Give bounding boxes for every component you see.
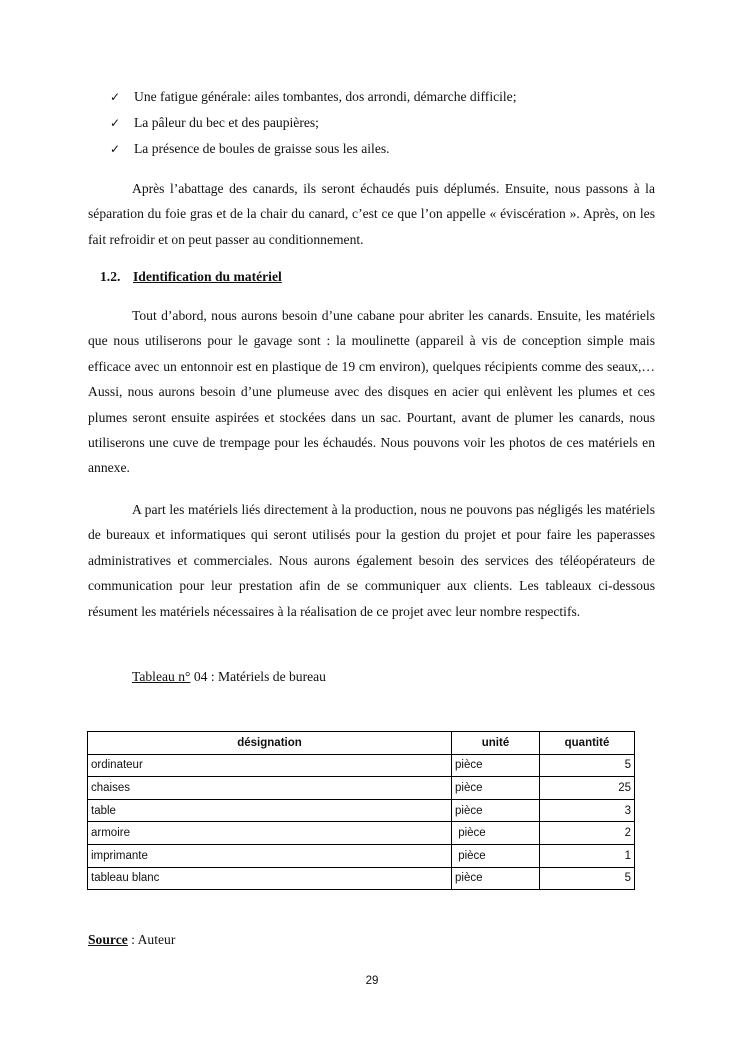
- list-item-text: La présence de boules de graisse sous les ailes.: [134, 141, 390, 156]
- cell-unit: pièce: [452, 867, 540, 890]
- table-caption: [132, 668, 326, 686]
- list-item-text: La pâleur du bec et des paupières;: [134, 115, 319, 130]
- table-caption-label: Tableau n°: [132, 669, 191, 684]
- cell-designation: armoire: [88, 822, 452, 845]
- table-caption-text: 04 : Matériels de bureau: [190, 669, 326, 684]
- table-row: [88, 754, 635, 777]
- cell-quantity: 3: [540, 799, 635, 822]
- list-item: [110, 88, 517, 114]
- symptom-list: [110, 88, 517, 166]
- table-row: [88, 867, 635, 890]
- cell-unit: pièce: [452, 777, 540, 800]
- cell-quantity: 2: [540, 822, 635, 845]
- checkmark-icon: ✓: [110, 90, 121, 104]
- checkmark-icon: ✓: [110, 142, 121, 156]
- cell-unit: pièce: [452, 844, 540, 867]
- source-text: : Auteur: [127, 932, 176, 947]
- list-item: [110, 140, 517, 166]
- paragraph-equipment: Tout d’abord, nous aurons besoin d’une cabane pour abriter les canards. Ensuite, les matériels que nous utiliserons pour le gavage sont : la moulinette (appareil à vis de conception simple mais efficace avec un entonnoir est en plastique de 19 cm environ), quelques récipients comme des seaux,… Aussi, nous aurons besoin d’une plumeuse avec des disques en acier qui enlèvent les plumes et ces plumes seront ensuite aspirées et stockées dans un sac. Pourtant, avant de plumer les canards, nous utiliserons une cuve de trempage pour les échaudés. Nous pouvons voir les photos de ces matériels en annexe.: [88, 308, 655, 476]
- table-row: [88, 777, 635, 800]
- page-number: 29: [365, 975, 379, 987]
- cell-designation: ordinateur: [88, 754, 452, 777]
- section-number: 1.2.: [100, 269, 121, 284]
- table-header-row: [88, 732, 635, 755]
- table-row: [88, 844, 635, 867]
- list-item-text: Une fatigue générale: ailes tombantes, dos arrondi, démarche difficile;: [134, 89, 517, 104]
- paragraph-slaughter: Après l’abattage des canards, ils seront échaudés puis déplumés. Ensuite, nous passons à la séparation du foie gras et de la chair du canard, c’est ce que l’on appelle « éviscération ». Après, on les fait refroidir et on peut passer au conditionnement.: [88, 181, 655, 247]
- cell-designation: chaises: [88, 777, 452, 800]
- table-row: [88, 799, 635, 822]
- cell-unit: pièce: [452, 799, 540, 822]
- section-title: Identification du matériel: [133, 269, 282, 284]
- cell-quantity: 5: [540, 867, 635, 890]
- cell-designation: imprimante: [88, 844, 452, 867]
- cell-quantity: 5: [540, 754, 635, 777]
- checkmark-icon: ✓: [110, 116, 121, 130]
- header-quantity: quantité: [540, 732, 635, 755]
- header-designation: désignation: [88, 732, 452, 755]
- cell-designation: tableau blanc: [88, 867, 452, 890]
- header-unit: unité: [452, 732, 540, 755]
- source-note: [88, 931, 175, 949]
- section-heading: [100, 268, 282, 286]
- source-label: Source: [88, 932, 128, 947]
- list-item: [110, 114, 517, 140]
- cell-unit: pièce: [452, 754, 540, 777]
- cell-unit: pièce: [452, 822, 540, 845]
- cell-quantity: 25: [540, 777, 635, 800]
- cell-designation: table: [88, 799, 452, 822]
- cell-quantity: 1: [540, 844, 635, 867]
- paragraph-office-equipment: A part les matériels liés directement à la production, nous ne pouvons pas négligés les matériels de bureaux et informatiques qui seront utilisés pour la gestion du projet et pour faire les paperasses administratives et commerciales. Nous aurons également besoin des services des téléopérateurs de communication pour leur prestation afin de se communiquer aux clients. Les tableaux ci-dessous résument les matériels nécessaires à la réalisation de ce projet avec leur nombre respectifs.: [88, 502, 655, 619]
- table-row: [88, 822, 635, 845]
- office-equipment-table: [87, 731, 635, 890]
